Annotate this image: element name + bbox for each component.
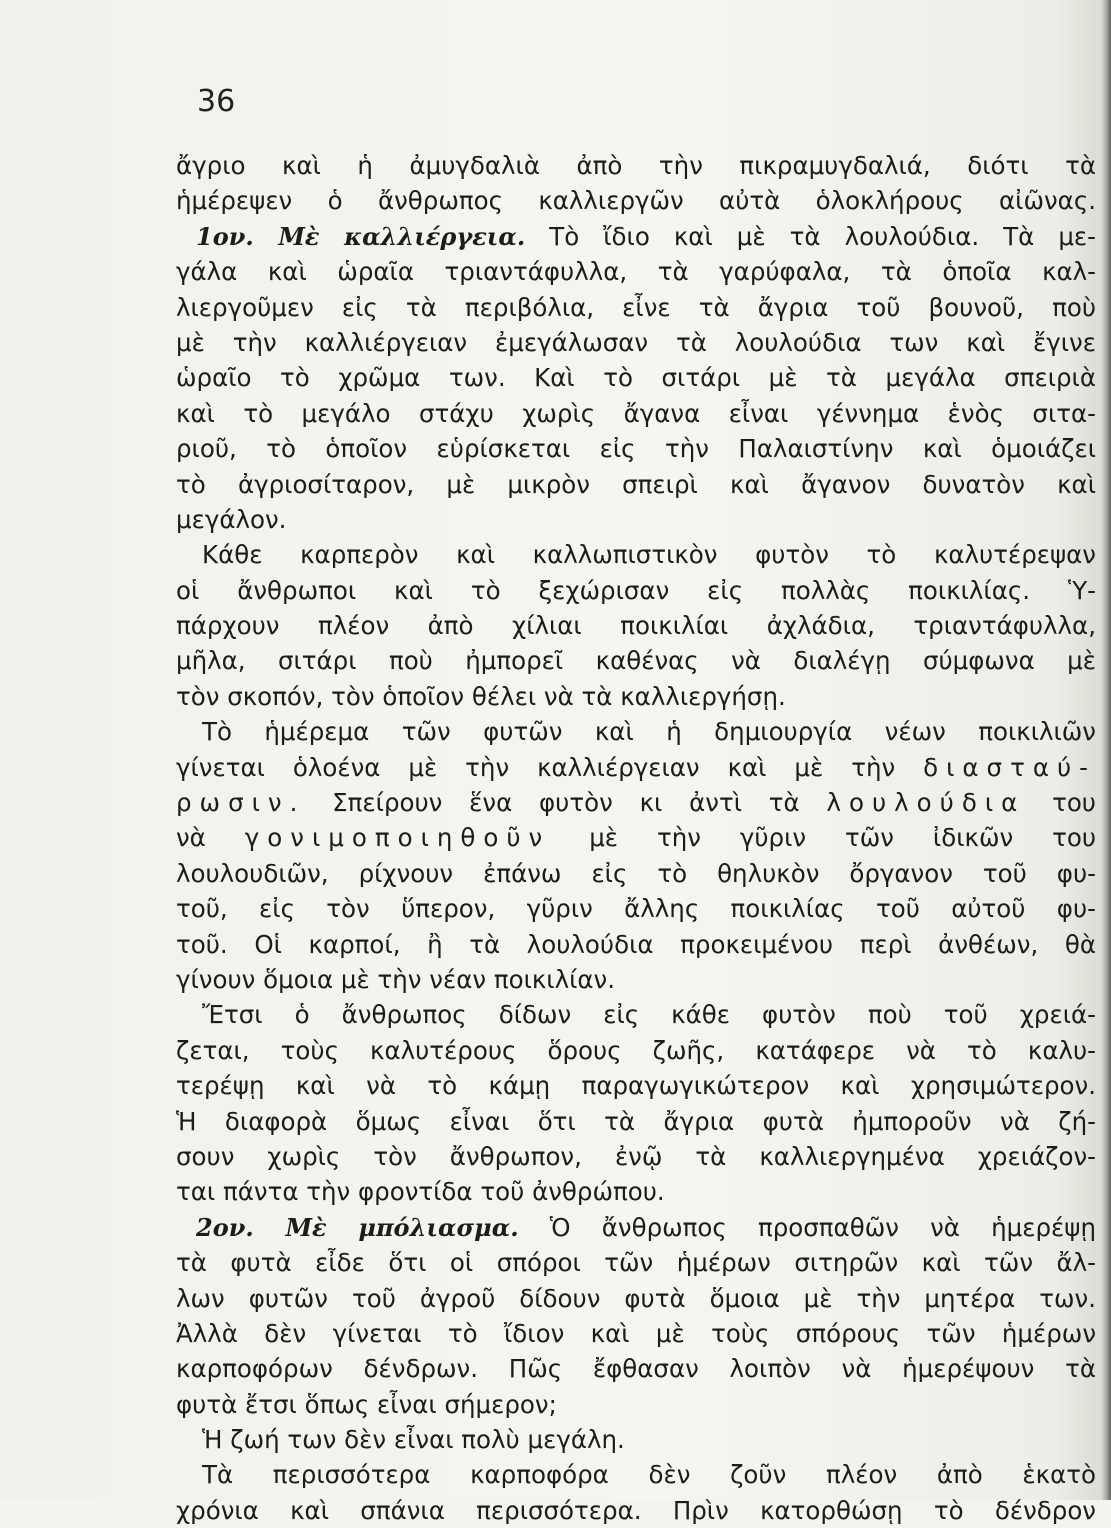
- text-line: σουν χωρὶς τὸν ἄνθρωπον, ἐνῷ τὰ καλλιεργημένα χρειάζον-: [176, 1141, 1096, 1171]
- text-run: νὰ: [176, 823, 245, 853]
- body-text: [176, 148, 1096, 1528]
- text-line: ὡραῖο τὸ χρῶμα των. Καὶ τὸ σιτάρι μὲ τὰ μεγάλα σπειριὰ: [176, 363, 1096, 393]
- emphasized-term: λουλούδια: [826, 788, 1026, 818]
- text-line: τὸ ἀγριοσίταρον, μὲ μικρὸν σπειρὶ καὶ ἄγανον δυνατὸν καὶ: [176, 469, 1096, 499]
- emphasized-term: ρωσιν.: [176, 788, 306, 818]
- text-line: Ἡ διαφορὰ ὅμως εἶναι ὅτι τὰ ἄγρια φυτὰ ἠμποροῦν νὰ ζή-: [176, 1106, 1096, 1136]
- text-line: φυτὰ ἔτσι ὅπως εἶναι σήμερον;: [176, 1389, 557, 1419]
- emphasized-term: διασταύ-: [923, 752, 1096, 782]
- page-edge-shadow: [1101, 0, 1111, 1500]
- text-run: μὲ τὴν γῦριν τῶν ἰδικῶν του: [550, 823, 1096, 853]
- text-line: μεγάλον.: [176, 504, 287, 534]
- text-line: ἡμέρεψεν ὁ ἄνθρωπος καλλιεργῶν αὐτὰ ὁλοκλήρους αἰῶνας.: [176, 186, 1096, 216]
- text-run: γίνεται ὁλοένα μὲ τὴν καλλιέργειαν καὶ μὲ τὴν: [176, 752, 924, 782]
- text-line: πάρχουν πλέον ἀπὸ χίλιαι ποικιλίαι ἀχλάδια, τριαντάφυλλα,: [176, 611, 1096, 641]
- text-line: ἄγριο καὶ ἡ ἀμυγδαλιὰ ἀπὸ τὴν πικραμυγδαλιά, διότι τὰ: [176, 151, 1096, 180]
- text-line: χρόνια καὶ σπάνια περισσότερα. Πρὶν κατορθώσῃ τὸ δένδρον: [176, 1495, 1096, 1525]
- text-line: Τὸ ἡμέρεμα τῶν φυτῶν καὶ ἡ δημιουργία νέων ποικιλιῶν: [202, 717, 1096, 747]
- text-run: του: [1025, 788, 1096, 818]
- text-run: Σπείρουν ἕνα φυτὸν κι ἀντὶ τὰ: [305, 788, 827, 818]
- text-line: τοῦ, εἰς τὸν ὕπερον, γῦριν ἄλλης ποικιλίας τοῦ αὐτοῦ φυ-: [176, 894, 1096, 924]
- text-line: μῆλα, σιτάρι ποὺ ἠμπορεῖ καθένας νὰ διαλέγῃ σύμφωνα μὲ: [176, 646, 1096, 676]
- text-line: τὰ φυτὰ εἶδε ὅτι οἱ σπόροι τῶν ἡμέρων σιτηρῶν καὶ τῶν ἄλ-: [176, 1248, 1096, 1278]
- text-line: [176, 785, 1096, 820]
- text-line: τὸν σκοπόν, τὸν ὁποῖον θέλει νὰ τὰ καλλιεργήσῃ.: [176, 681, 786, 711]
- text-line: γίνουν ὅμοια μὲ τὴν νέαν ποικιλίαν.: [176, 964, 616, 994]
- text-line: τοῦ. Οἱ καρποί, ἢ τὰ λουλούδια προκειμένου περὶ ἀνθέων, θὰ: [176, 929, 1096, 959]
- text-run: Ὁ ἄνθρωπος προσπαθῶν νὰ ἡμερέψῃ: [518, 1212, 1096, 1242]
- page-number: 36: [197, 84, 236, 119]
- section-heading-cultivation: 1ον. Μὲ καλλιέργεια.: [196, 221, 526, 251]
- text-line: οἱ ἄνθρωποι καὶ τὸ ξεχώρισαν εἰς πολλὰς ποικιλίας. Ὑ-: [176, 575, 1096, 605]
- text-line: τερέψῃ καὶ νὰ τὸ κάμῃ παραγωγικώτερον καὶ χρησιμώτερον.: [176, 1071, 1096, 1101]
- text-line: Ἀλλὰ δὲν γίνεται τὸ ἴδιον καὶ μὲ τοὺς σπόρους τῶν ἡμέρων: [176, 1318, 1096, 1348]
- text-line: ριοῦ, τὸ ὁποῖον εὑρίσκεται εἰς τὴν Παλαιστίνην καὶ ὁμοιάζει: [176, 434, 1096, 464]
- text-line: λιεργοῦμεν εἰς τὰ περιβόλια, εἶνε τὰ ἄγρια τοῦ βουνοῦ, ποὺ: [176, 292, 1096, 322]
- text-line: Κάθε καρπερὸν καὶ καλλωπιστικὸν φυτὸν τὸ καλυτέρεψαν: [202, 540, 1096, 570]
- text-line: Ἡ ζωή των δὲν εἶναι πολὺ μεγάλη.: [202, 1425, 625, 1455]
- text-line: καρποφόρων δένδρων. Πῶς ἔφθασαν λοιπὸν νὰ ἡμερέψουν τὰ: [176, 1354, 1096, 1384]
- text-line: καὶ τὸ μεγάλο στάχυ χωρὶς ἄγανα εἶναι γέννημα ἑνὸς σιτα-: [176, 398, 1096, 428]
- text-line: [176, 1210, 1096, 1245]
- text-line: [176, 219, 1096, 254]
- text-run: Τὸ ἴδιο καὶ μὲ τὰ λουλούδια. Τὰ με-: [525, 221, 1096, 251]
- text-line: ζεται, τοὺς καλυτέρους ὅρους ζωῆς, κατάφερε νὰ τὸ καλυ-: [176, 1035, 1096, 1065]
- text-line: Ἔτσι ὁ ἄνθρωπος δίδων εἰς κάθε φυτὸν ποὺ τοῦ χρειά-: [202, 1000, 1096, 1030]
- text-line: λων φυτῶν τοῦ ἀγροῦ δίδουν φυτὰ ὅμοια μὲ τὴν μητέρα των.: [176, 1283, 1096, 1313]
- emphasized-term: γονιμοποιηθοῦν: [244, 823, 551, 853]
- section-heading-grafting: 2ον. Μὲ μπόλιασμα.: [196, 1212, 519, 1242]
- text-line: μὲ τὴν καλλιέργειαν ἐμεγάλωσαν τὰ λουλούδια των καὶ ἔγινε: [176, 327, 1096, 357]
- text-line: [176, 820, 1096, 855]
- text-line: ται πάντα τὴν φροντίδα τοῦ ἀνθρώπου.: [176, 1177, 665, 1207]
- text-line: Τὰ περισσότερα καρποφόρα δὲν ζοῦν πλέον ἀπὸ ἑκατὸ: [202, 1460, 1096, 1490]
- text-line: [176, 750, 1096, 785]
- text-line: γάλα καὶ ὡραῖα τριαντάφυλλα, τὰ γαρύφαλα, τὰ ὁποῖα καλ-: [176, 257, 1096, 287]
- text-line: λουλουδιῶν, ρίχνουν ἐπάνω εἰς τὸ θηλυκὸν ὄργανον τοῦ φυ-: [176, 858, 1096, 888]
